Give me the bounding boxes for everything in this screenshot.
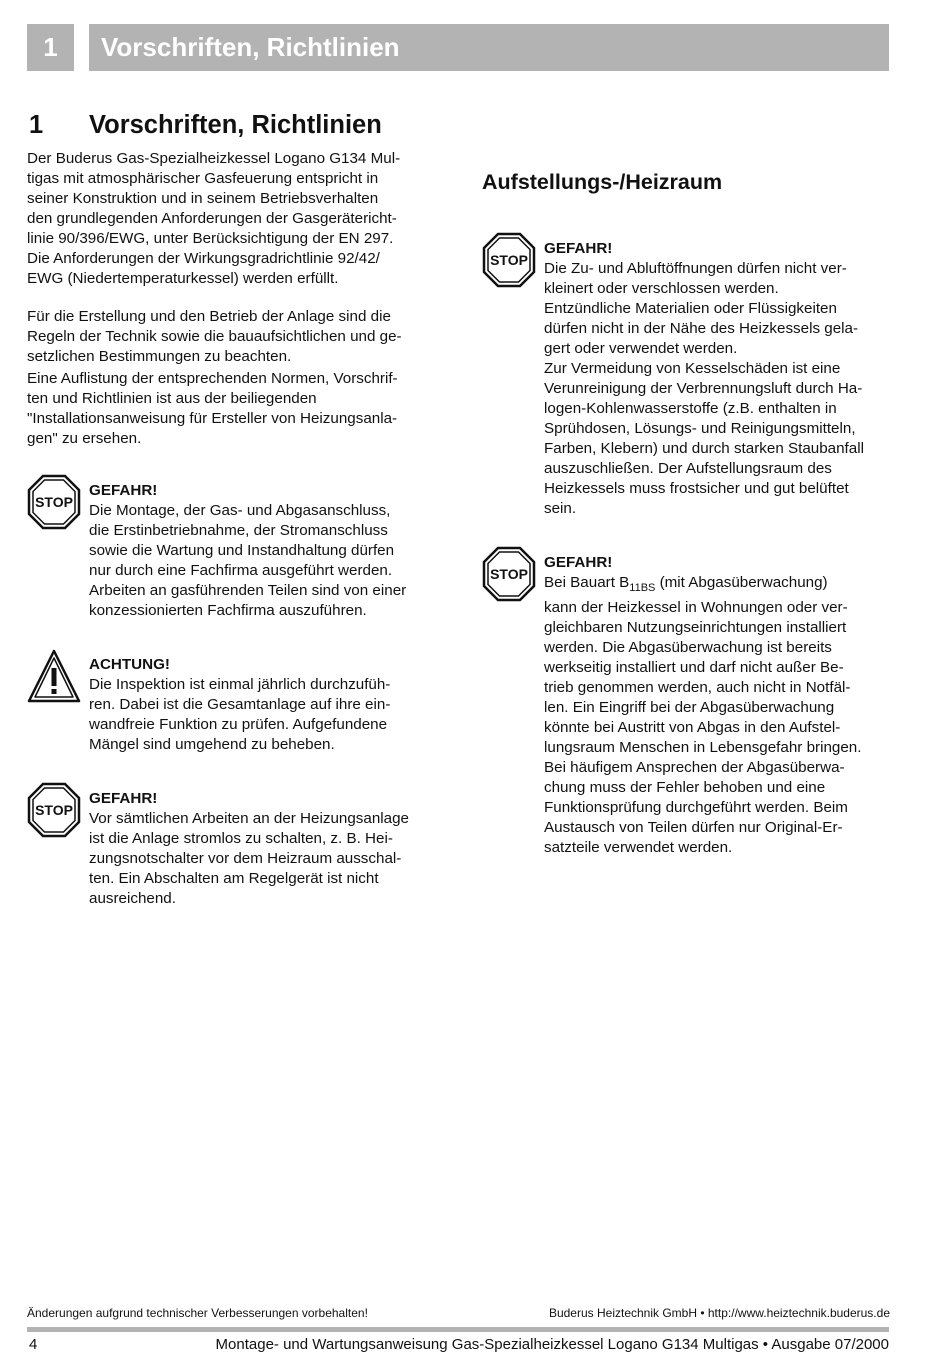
stop-sign-icon (27, 474, 81, 530)
text-line: Die Montage, der Gas- und Abgasanschluss, (89, 502, 391, 519)
text-line: gen" zu ersehen. (27, 430, 142, 447)
text-line: auszuschließen. Der Aufstellungsraum des (544, 460, 832, 477)
text-line: ten. Ein Abschalten am Regelgerät ist nicht (89, 870, 379, 887)
chapter-number: 1 (43, 32, 58, 62)
footer-note: Änderungen aufgrund technischer Verbesserungen vorbehalten! (27, 1306, 368, 1320)
text-line: Bei häufigem Ansprechen der Abgasüberwa- (544, 759, 845, 777)
stop-sign-text: STOP (490, 566, 528, 582)
chapter-title-bar (89, 24, 889, 71)
stop-sign-text: STOP (35, 802, 73, 818)
danger-label: GEFAHR! (89, 790, 158, 807)
danger-notice-installation (27, 481, 439, 621)
text-line: gert oder verwendet werden. (544, 340, 738, 357)
danger-text (89, 501, 439, 621)
caution-text (89, 675, 439, 755)
document-title: Montage- und Wartungsanweisung Gas-Spezialheizkessel Logano G134 Multigas • Ausgabe 07/2000 (215, 1336, 889, 1353)
text-line: Arbeiten an gasführenden Teilen sind von einer (89, 582, 407, 599)
text-line: lungsraum Menschen in Lebensgefahr bringen. (544, 739, 862, 757)
text-line: Austausch von Teilen dürfen nur Original-Er- (544, 819, 843, 837)
danger-text (544, 259, 894, 519)
stop-sign-icon (482, 546, 536, 602)
type-subscript: 11BS (629, 582, 656, 595)
text-line: Heizkessels muss frostsicher und gut belüftet (544, 480, 849, 497)
left-column (27, 149, 439, 909)
text-line: sein. (544, 500, 577, 517)
text-line: werden. Die Abgasüberwachung ist bereits (544, 639, 832, 657)
stop-sign-icon (27, 782, 81, 838)
text-line: Funktionsprüfung durchgeführt werden. Beim (544, 799, 848, 817)
text-line: tigas mit atmosphärischer Gasfeuerung entspricht in (27, 170, 379, 187)
stop-sign-text: STOP (490, 252, 528, 268)
text-line: kann der Heizkessel in Wohnungen oder ver- (544, 599, 848, 617)
text-line: Sprühdosen, Lösungs- und Reinigungsmitteln, (544, 420, 856, 437)
text-line: "Installationsanweisung für Ersteller von Heizungsanla- (27, 410, 398, 427)
text-line: ten und Richtlinien ist aus der beiliegenden (27, 390, 317, 407)
text-line: Die Anforderungen der Wirkungsgradrichtlinie 92/42/ (27, 250, 380, 267)
danger-label: GEFAHR! (544, 240, 613, 257)
danger-label: GEFAHR! (544, 554, 613, 571)
text-line: könnte bei Austritt von Abgas in den Aufstel- (544, 719, 841, 737)
text-line: setzlichen Bestimmungen zu beachten. (27, 348, 292, 365)
intro-paragraph (27, 149, 439, 289)
text-line: Entzündliche Materialien oder Flüssigkeiten (544, 300, 837, 317)
danger-text (544, 573, 894, 858)
text-line: konzessionierten Fachfirma auszuführen. (89, 602, 367, 619)
text-line: Verunreinigung der Verbrennungsluft durch Ha- (544, 380, 863, 397)
chapter-title: Vorschriften, Richtlinien (101, 32, 400, 62)
page-number: 4 (29, 1336, 38, 1353)
text-line: trieb genommen werden, auch nicht in Notfäl- (544, 679, 851, 697)
text-line: ist die Anlage stromlos zu schalten, z. B. Hei- (89, 830, 393, 847)
section-heading (29, 111, 382, 140)
text-line: dürfen nicht in der Nähe des Heizkessels gela- (544, 320, 859, 337)
text-line: nur durch eine Fachfirma ausgeführt werden. (89, 562, 393, 579)
text-line: zungsnotschalter vor dem Heizraum ausschal- (89, 850, 402, 867)
stop-sign-icon (482, 232, 536, 288)
chapter-number-box (27, 24, 74, 71)
danger-text (89, 809, 439, 909)
text-line: sowie die Wartung und Instandhaltung dürfen (89, 542, 395, 559)
text-line: ausreichend. (89, 890, 176, 907)
text-line: seiner Konstruktion und in seinem Betriebsverhalten (27, 190, 379, 207)
text-line: linie 90/396/EWG, unter Berücksichtigung der EN 297. (27, 230, 394, 247)
type-line-start: Bei Bauart B (544, 574, 630, 591)
room-heading: Aufstellungs-/Heizraum (482, 170, 723, 194)
danger-notice-ventilation (482, 239, 894, 519)
rules-paragraph (27, 307, 439, 367)
text-line: ren. Dabei ist die Gesamtanlage auf ihre ein- (89, 696, 391, 713)
text-line: Regeln der Technik sowie die bauaufsichtlichen und ge- (27, 328, 402, 345)
text-line: wandfreie Funktion zu prüfen. Aufgefundene (89, 716, 388, 733)
right-column (482, 170, 894, 858)
section-number: 1 (29, 111, 44, 139)
text-line: satzteile verwendet werden. (544, 839, 733, 857)
danger-notice-flue-monitoring (482, 553, 894, 858)
text-line: Zur Vermeidung von Kesselschäden ist eine (544, 360, 841, 377)
norms-paragraph (27, 369, 439, 449)
type-line-end: (mit Abgasüberwachung) (655, 574, 828, 591)
caution-label: ACHTUNG! (89, 656, 170, 673)
text-line: Mängel sind umgehend zu beheben. (89, 736, 335, 753)
section-title: Vorschriften, Richtlinien (89, 111, 382, 139)
text-line: Eine Auflistung der entsprechenden Normen, Vorschrif- (27, 370, 398, 387)
danger-notice-power (27, 789, 439, 909)
text-line: logen-Kohlenwasserstoffe (z.B. enthalten in (544, 400, 837, 417)
text-line: Farben, Klebern) und durch starken Staubanfall (544, 440, 864, 457)
text-line: chung muss der Fehler behoben und eine (544, 779, 826, 797)
text-line: Vor sämtlichen Arbeiten an der Heizungsanlage (89, 810, 409, 827)
text-line: Die Zu- und Abluftöffnungen dürfen nicht ver- (544, 260, 847, 277)
text-line: Die Inspektion ist einmal jährlich durchzufüh- (89, 676, 391, 693)
text-line: die Erstinbetriebnahme, der Stromanschluss (89, 522, 388, 539)
text-line: werkseitig installiert und darf nicht außer Be- (544, 659, 844, 677)
warning-triangle-icon (27, 648, 81, 704)
text-line: Für die Erstellung und den Betrieb der Anlage sind die (27, 308, 391, 325)
text-line: den grundlegenden Anforderungen der Gasgerätericht- (27, 210, 397, 227)
text-line: EWG (Niedertemperaturkessel) werden erfüllt. (27, 270, 339, 287)
text-line: len. Ein Eingriff bei der Abgasüberwachung (544, 699, 835, 717)
stop-sign-text: STOP (35, 494, 73, 510)
text-line: kleinert oder verschlossen werden. (544, 280, 779, 297)
footer-divider (27, 1327, 889, 1332)
text-line: Der Buderus Gas-Spezialheizkessel Logano G134 Mul- (27, 150, 401, 167)
danger-label: GEFAHR! (89, 482, 158, 499)
text-line: gleichbaren Nutzungseinrichtungen installiert (544, 619, 847, 637)
footer-company: Buderus Heiztechnik GmbH • http://www.heiztechnik.buderus.de (548, 1306, 890, 1320)
caution-notice-inspection (27, 655, 439, 755)
